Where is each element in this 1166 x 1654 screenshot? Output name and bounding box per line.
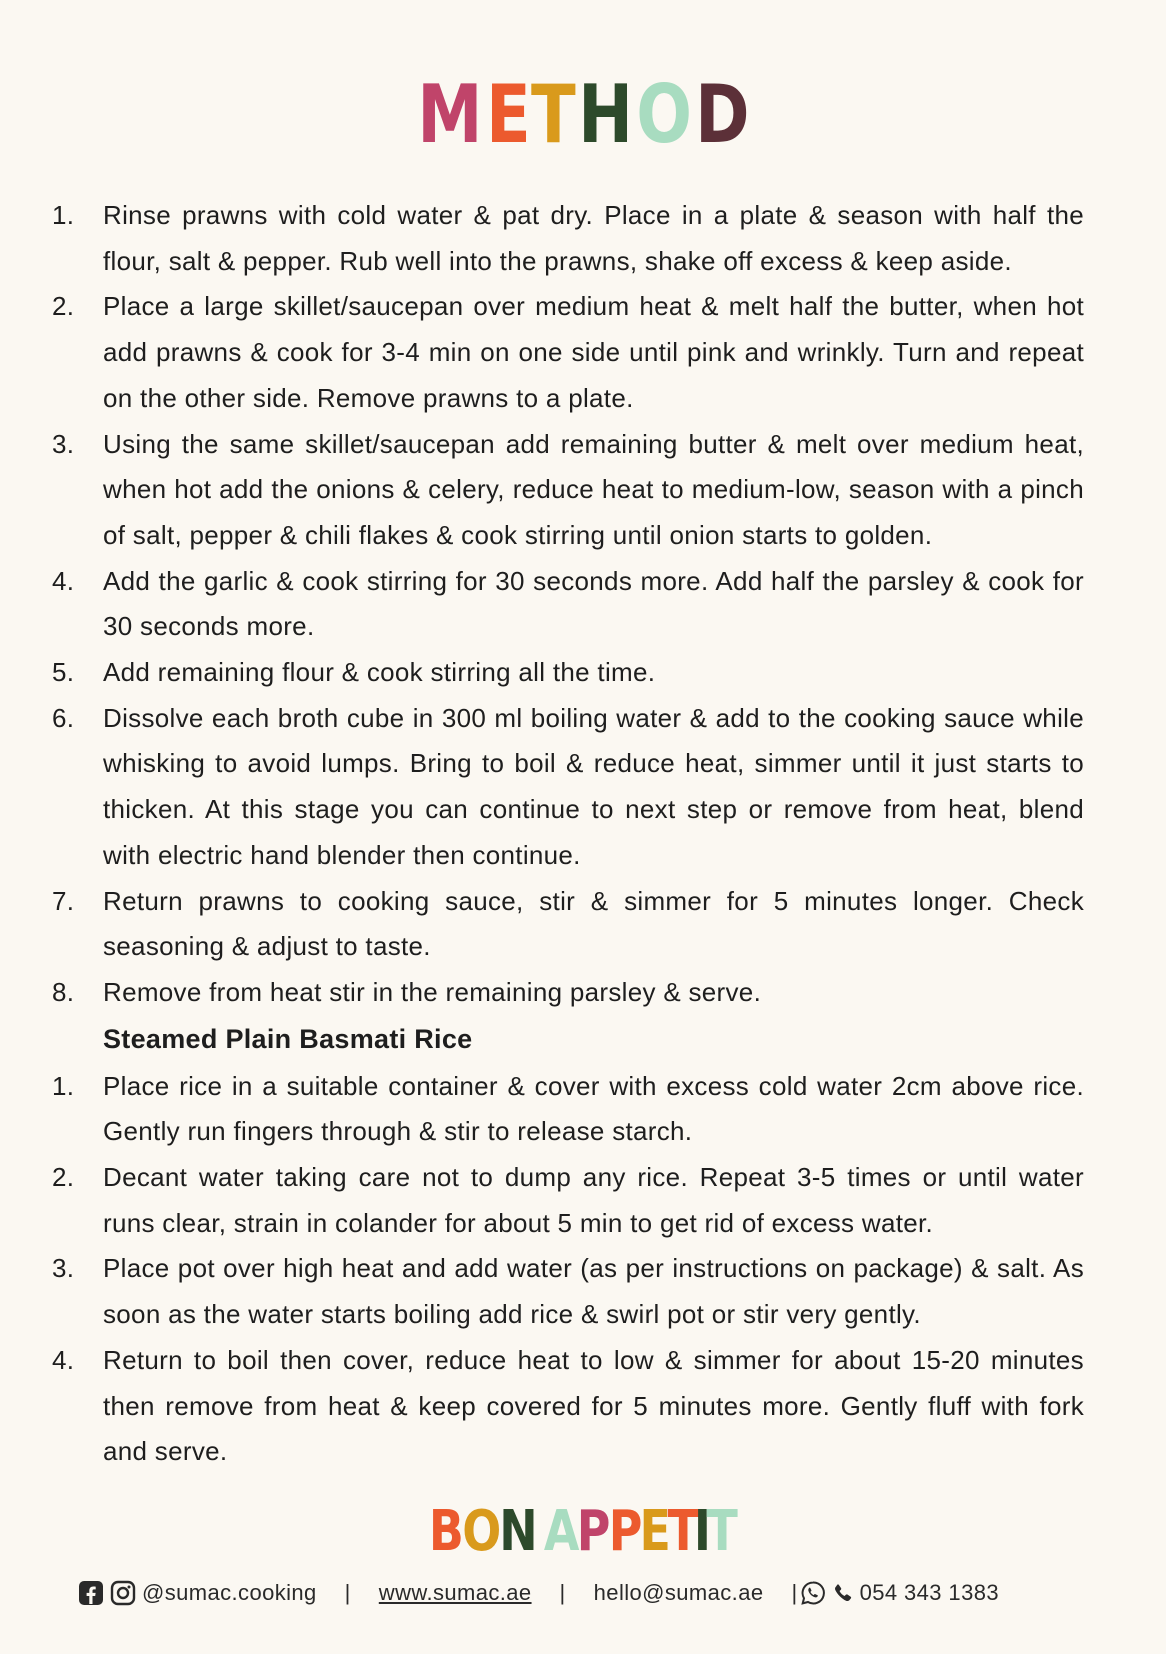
appetit-letter: E — [638, 1499, 671, 1564]
title-letter: M — [417, 68, 484, 161]
step-number: 2. — [52, 1162, 75, 1193]
appetit-letter: I — [693, 1499, 711, 1564]
footer — [78, 1580, 1078, 1606]
recipe-content — [52, 193, 1084, 1475]
step-item — [52, 970, 1084, 1016]
step-text: Rinse prawns with cold water & pat dry. Place in a plate & season with half the flour, salt & pepper. Rub well into the prawns, shake off excess & keep aside. — [103, 200, 1084, 276]
bon-letter: N — [499, 1499, 538, 1564]
step-item — [52, 422, 1084, 559]
step-text: Place a large skillet/saucepan over medium heat & melt half the butter, when hot add prawns & cook for 3-4 min on one side until pink and wrinkly. Turn and repeat on the other side. Remove prawns to a plate. — [103, 291, 1084, 413]
separator: | — [791, 1580, 798, 1605]
step-text: Decant water taking care not to dump any rice. Repeat 3-5 times or until water runs clear, strain in colander for about 5 min to get rid of excess water. — [103, 1162, 1084, 1238]
phone-icon[interactable] — [832, 1580, 854, 1606]
step-number: 4. — [52, 1344, 75, 1375]
title-letter: D — [694, 68, 751, 161]
step-item — [52, 879, 1084, 970]
step-item — [52, 1155, 1084, 1246]
step-text: Dissolve each broth cube in 300 ml boiling water & add to the cooking sauce while whisking to avoid lumps. Bring to boil & reduce heat, simmer until it just starts to thicken. At this stage you can continue to next step or remove from heat, blend with electric hand blender then continue. — [103, 702, 1084, 870]
social-handle[interactable]: @sumac.cooking — [142, 1580, 317, 1605]
bon-letter: B — [428, 1499, 464, 1564]
separator: | — [559, 1580, 566, 1605]
step-item — [52, 193, 1084, 284]
appetit-letter: A — [544, 1499, 580, 1564]
step-number: 6. — [52, 702, 75, 733]
step-item — [52, 1064, 1084, 1155]
step-item — [52, 559, 1084, 650]
title-letter: O — [635, 68, 693, 161]
bon-appetit-title — [0, 1500, 1166, 1564]
step-number: 8. — [52, 976, 75, 1007]
step-item — [52, 650, 1084, 696]
step-number: 1. — [52, 1070, 75, 1101]
step-item — [52, 284, 1084, 421]
title-letter: H — [577, 68, 634, 161]
step-number: 3. — [52, 428, 75, 459]
step-number: 7. — [52, 885, 75, 916]
step-number: 5. — [52, 657, 75, 688]
rice-heading: Steamed Plain Basmati Rice — [103, 1023, 473, 1054]
step-number: 4. — [52, 565, 75, 596]
rice-steps-list — [52, 1064, 1084, 1475]
bon-letter: O — [461, 1499, 501, 1564]
step-number: 2. — [52, 291, 75, 322]
appetit-letter: T — [667, 1499, 699, 1564]
step-text: Return prawns to cooking sauce, stir & simmer for 5 minutes longer. Check seasoning & adjust to taste. — [103, 885, 1084, 962]
appetit-letter: T — [706, 1499, 738, 1564]
phone-number[interactable]: 054 343 1383 — [859, 1580, 999, 1605]
step-text: Remove from heat stir in the remaining parsley & serve. — [103, 976, 762, 1007]
step-text: Add the garlic & cook stirring for 30 seconds more. Add half the parsley & cook for 30 seconds more. — [103, 565, 1084, 642]
step-text: Place rice in a suitable container & cover with excess cold water 2cm above rice. Gently run fingers through & stir to release starch. — [103, 1070, 1084, 1147]
appetit-letter: P — [577, 1499, 611, 1564]
step-item — [52, 1246, 1084, 1337]
website-link[interactable]: www.sumac.ae — [378, 1580, 532, 1605]
method-steps-list — [52, 193, 1084, 1016]
step-text: Using the same skillet/saucepan add remaining butter & melt over medium heat, when hot add the onions & celery, reduce heat to medium-low, season with a pinch of salt, pepper & chili flakes & cook stirring until onion starts to golden. — [103, 428, 1084, 550]
step-number: 1. — [52, 200, 75, 230]
instagram-icon[interactable] — [110, 1580, 136, 1606]
separator: | — [344, 1580, 351, 1605]
method-title — [0, 70, 1166, 160]
step-text: Place pot over high heat and add water (as per instructions on package) & salt. As soon as the water starts boiling add rice & swirl pot or stir very gently. — [103, 1253, 1084, 1330]
whatsapp-icon[interactable] — [800, 1580, 826, 1606]
step-item — [52, 1338, 1084, 1475]
step-number: 3. — [52, 1253, 75, 1284]
step-text: Return to boil then cover, reduce heat to low & simmer for about 15-20 minutes then remove from heat & keep covered for 5 minutes more. Gently fluff with fork and serve. — [103, 1344, 1084, 1467]
step-item — [52, 696, 1084, 879]
title-letter: E — [485, 68, 532, 161]
step-text: Add remaining flour & cook stirring all the time. — [103, 657, 656, 688]
title-letter: T — [531, 68, 577, 161]
appetit-letter: P — [608, 1499, 642, 1564]
email-link[interactable]: hello@sumac.ae — [593, 1580, 764, 1605]
facebook-icon[interactable] — [78, 1580, 104, 1606]
